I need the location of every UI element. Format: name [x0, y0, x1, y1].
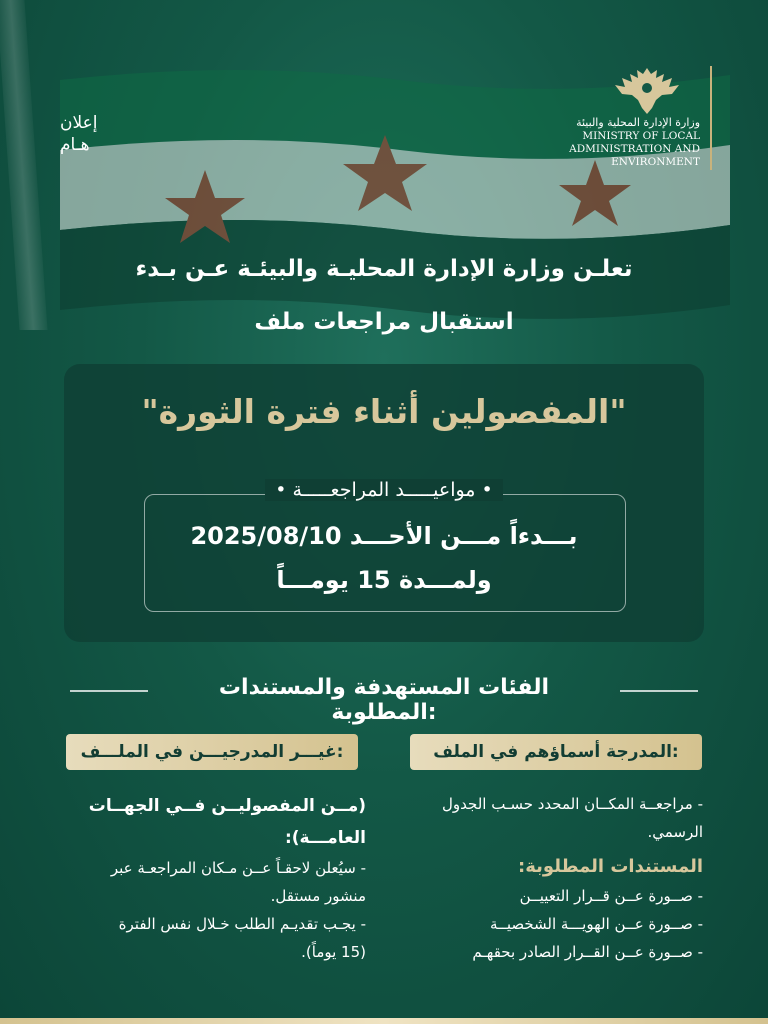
- schedule-duration: ولمـــدة 15 يومـــاً: [276, 566, 492, 594]
- required-doc-item: - صــورة عــن القــرار الصادر بحقهـم: [472, 943, 703, 961]
- announcement-line2: هـام: [60, 135, 90, 156]
- section-divider-right: [620, 690, 698, 692]
- bottom-gold-strip: [0, 1018, 768, 1024]
- unlisted-line: منشور مستقل.: [270, 887, 366, 905]
- listed-tag: المدرجة أسماؤهم في الملف:: [410, 734, 702, 770]
- headline-line1: تعلـن وزارة الإدارة المحليـة والبيئـة عـن بـدء: [135, 256, 633, 282]
- logo-english-line: MINISTRY OF LOCAL: [582, 130, 700, 142]
- section-title: الفئات المستهدفة والمستندات المطلوبة:: [218, 675, 550, 725]
- listed-column: [400, 790, 703, 966]
- unlisted-column: [60, 790, 366, 966]
- listed-line: - مراجعــة المكــان المحدد حسـب الجدول: [442, 795, 703, 813]
- unlisted-heading-line: (مــن المفصوليــن فــي الجهــات: [88, 796, 366, 816]
- ministry-logo: [556, 62, 706, 174]
- unlisted-line: - يجـب تقديـم الطلب خـلال نفس الفترة: [118, 915, 366, 933]
- required-doc-item: - صــورة عــن قــرار التعييــن: [519, 887, 703, 905]
- unlisted-heading-line: العامـــة):: [284, 828, 366, 848]
- info-panel: [64, 364, 704, 642]
- logo-english-text: [569, 130, 700, 169]
- logo-divider: [710, 66, 712, 170]
- unlisted-tag: غيـــر المدرجيـــن في الملـــف:: [66, 734, 358, 770]
- required-docs-title: المستندات المطلوبة:: [518, 856, 703, 877]
- eagle-emblem-icon: [612, 64, 682, 116]
- panel-title: "المفصولين أثناء فترة الثورة": [141, 392, 627, 431]
- unlisted-line: (15 يوماً).: [301, 943, 366, 961]
- schedule-start-date: بـــدءاً مـــن الأحـــد 2025/08/10: [190, 522, 578, 550]
- logo-english-line: ADMINISTRATION AND: [569, 143, 700, 155]
- section-divider-left: [70, 690, 148, 692]
- schedule-label: [64, 479, 704, 501]
- listed-line: الرسمي.: [647, 823, 703, 841]
- announcement-line1: إعلان: [60, 113, 98, 133]
- schedule-label-text: • مواعيـــــد المراجعـــــة •: [265, 479, 502, 501]
- logo-english-line: ENVIRONMENT: [611, 156, 700, 168]
- announcement-label: [60, 112, 170, 156]
- unlisted-line: - سيُعلن لاحقـاً عــن مـكان المراجعـة عبر: [110, 859, 366, 877]
- logo-arabic-text: وزارة الإدارة المحلية والبيئة: [576, 116, 700, 129]
- schedule-box: [144, 494, 626, 612]
- headline-line2: استقبال مراجعات ملف: [254, 309, 514, 335]
- required-doc-item: - صــورة عــن الهويـــة الشخصيــة: [490, 915, 703, 933]
